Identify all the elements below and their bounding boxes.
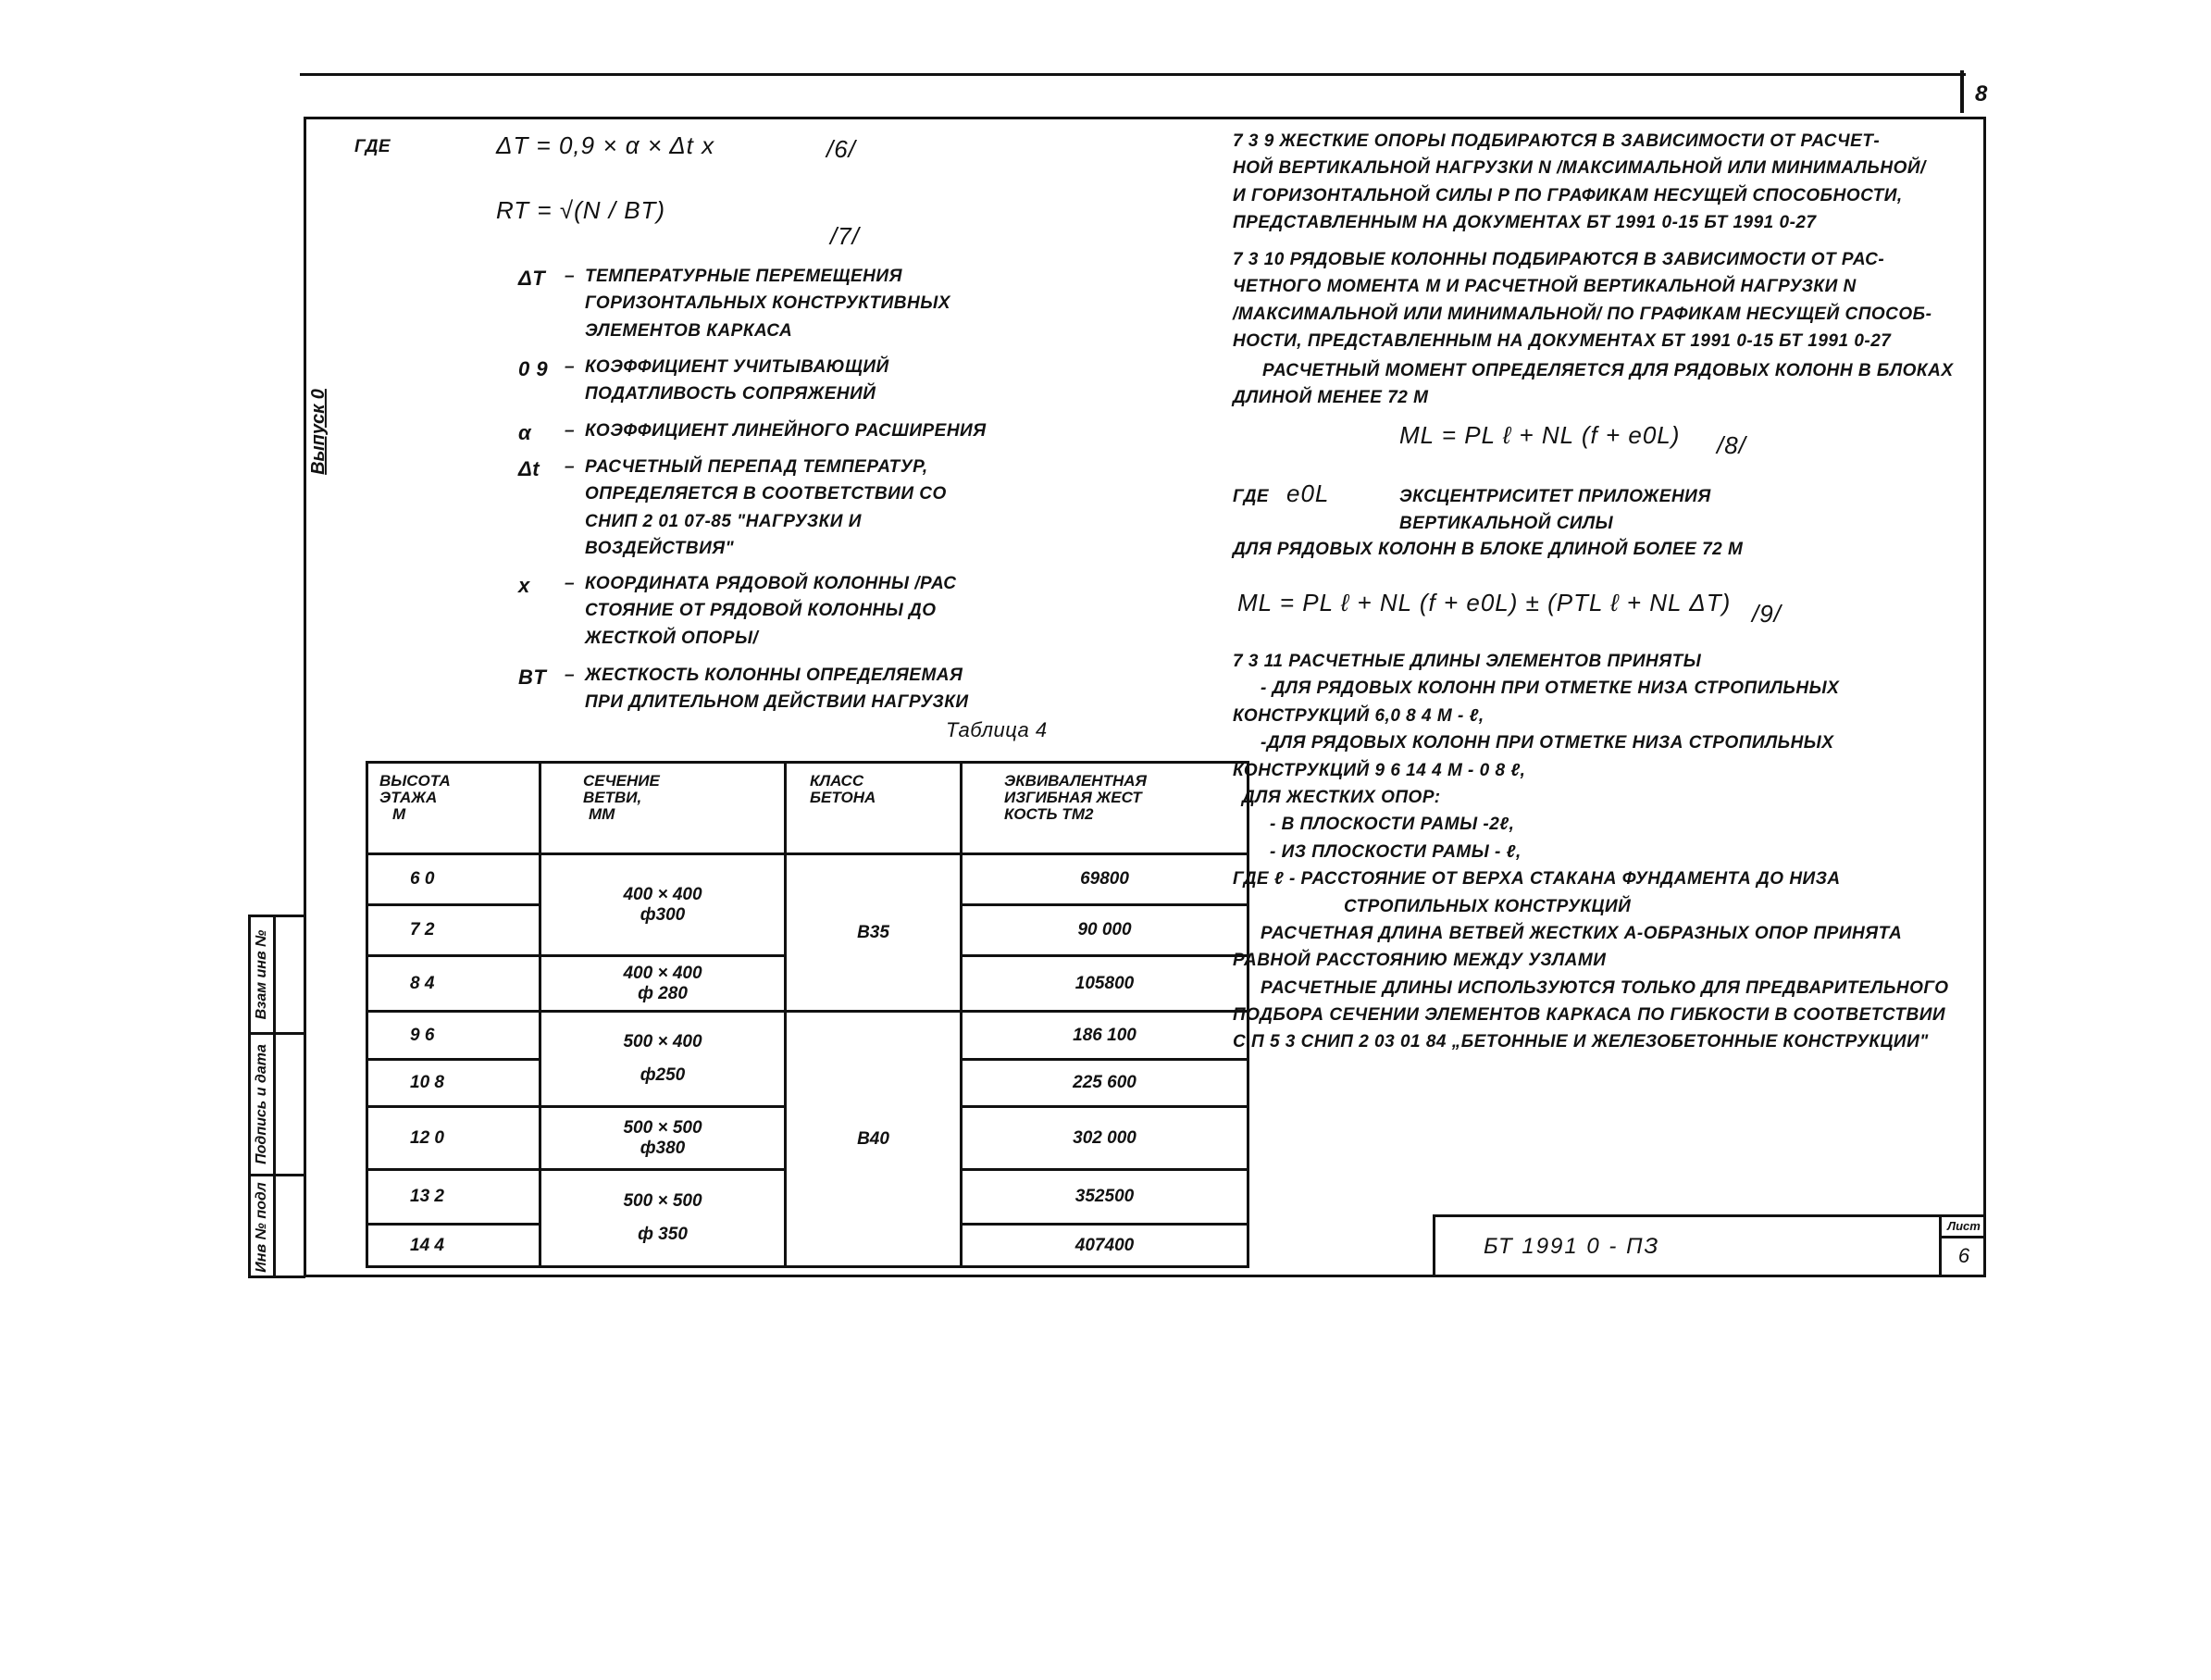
sheet-number: 6 (1957, 1244, 1970, 1267)
definition-symbol: x (518, 574, 530, 597)
formula-8-number: /8/ (1717, 431, 1746, 459)
class-cell: В40 (786, 1012, 962, 1267)
e0l-definition (1399, 483, 1711, 538)
text-line: ДЛИНОЙ МЕНЕЕ 72 М (1233, 388, 1429, 408)
text-line: ПОДАТЛИВОСТЬ СОПРЯЖЕНИЙ (585, 384, 876, 404)
stamp-label: Подпись и дата (254, 1044, 269, 1164)
text-line: ЭКСЦЕНТРИСИТЕТ ПРИЛОЖЕНИЯ (1399, 487, 1711, 506)
where-label: ГДЕ (1233, 487, 1270, 506)
stamp-label: Взам инв № (254, 929, 269, 1020)
section-cell: 500 × 500 ф 350 (540, 1170, 786, 1267)
document-code: БТ 1991 0 - ПЗ (1484, 1234, 1660, 1259)
text-line: ДЛЯ ЖЕСТКИХ ОПОР: (1242, 787, 1441, 807)
stiffness-cell: 186 100 (962, 1012, 1248, 1060)
table-row (367, 1012, 1248, 1060)
stiffness-cell: 225 600 (962, 1060, 1248, 1107)
side-stamp (248, 915, 305, 1278)
text-line: 7 3 11 РАСЧЕТНЫЕ ДЛИНЫ ЭЛЕМЕНТОВ ПРИНЯТЫ (1233, 652, 1702, 671)
text-line: И ГОРИЗОНТАЛЬНОЙ СИЛЫ P ПО ГРАФИКАМ НЕСУЩЕЙ СПОСОБНОСТИ, (1233, 185, 1903, 205)
paragraph-7-3-9 (1233, 128, 1926, 237)
text-line: ГДЕ ℓ - РАССТОЯНИЕ ОТ ВЕРХА СТАКАНА ФУНДАМЕНТА ДО НИЗА (1233, 869, 1841, 890)
text-line: РАСЧЕТНЫЙ МОМЕНТ ОПРЕДЕЛЯЕТСЯ ДЛЯ РЯДОВЫХ КОЛОНН В БЛОКАХ (1262, 361, 1954, 380)
text-line: НОСТИ, ПРЕДСТАВЛЕННЫМ НА ДОКУМЕНТАХ БТ 1991 0-15 БТ 1991 0-27 (1233, 331, 1892, 352)
definition-symbol: Δt (518, 457, 540, 480)
text-line: 7 3 9 ЖЕСТКИЕ ОПОРЫ ПОДБИРАЮТСЯ В ЗАВИСИМОСТИ ОТ РАСЧЕТ- (1233, 131, 1881, 151)
definition-dash: – (565, 421, 576, 441)
text-line: ЖЕСТКОСТЬ КОЛОННЫ ОПРЕДЕЛЯЕМАЯ (585, 666, 963, 685)
text-line: КОНСТРУКЦИЙ 6,0 8 4 М - ℓ, (1233, 705, 1484, 726)
formula-6-number: /6/ (826, 135, 856, 163)
definition-dash: – (565, 457, 576, 477)
text-line: СНИП 2 01 07-85 "НАГРУЗКИ И (585, 511, 862, 531)
header-class: КЛАСС БЕТОНА (786, 763, 962, 854)
height-cell: 13 2 (367, 1170, 540, 1225)
table-caption: Таблица 4 (946, 718, 1048, 741)
definition-dash: – (565, 357, 576, 377)
text-line: КООРДИНАТА РЯДОВОЙ КОЛОННЫ /РАС (585, 574, 957, 593)
text-line: -ДЛЯ РЯДОВЫХ КОЛОНН ПРИ ОТМЕТКЕ НИЗА СТРОПИЛЬНЫХ (1261, 733, 1834, 753)
text-line: РАСЧЕТНЫЕ ДЛИНЫ ИСПОЛЬЗУЮТСЯ ТОЛЬКО ДЛЯ ПРЕДВАРИТЕЛЬНОГО (1261, 977, 1949, 998)
formula-8: ML = PL ℓ + NL (f + e0L) (1399, 421, 1681, 449)
page-corner-number: 8 (1975, 81, 1988, 106)
text-line: НОЙ ВЕРТИКАЛЬНОЙ НАГРУЗКИ N /МАКСИМАЛЬНОЙ ИЛИ МИНИМАЛЬНОЙ/ (1233, 158, 1926, 179)
stiffness-cell: 69800 (962, 854, 1248, 905)
definition-symbol: BT (518, 666, 547, 689)
text-line: ВЕРТИКАЛЬНОЙ СИЛЫ (1399, 514, 1614, 534)
text-line: ВОЗДЕЙСТВИЯ" (585, 539, 735, 559)
definition-symbol: 0 9 (518, 357, 549, 380)
top-rule (300, 73, 1966, 76)
definition-dash: – (565, 666, 576, 685)
definition-text (585, 454, 947, 563)
height-cell: 8 4 (367, 956, 540, 1012)
definition-text (585, 417, 987, 444)
table-row (367, 854, 1248, 905)
stiffness-cell: 302 000 (962, 1107, 1248, 1170)
issue-label: Выпуск 0 (307, 389, 329, 475)
text-line: ПОДБОРА СЕЧЕНИИ ЭЛЕМЕНТОВ КАРКАСА ПО ГИБКОСТИ В СООТВЕТСТВИИ (1233, 1005, 1946, 1026)
header-stiffness: ЭКВИВАЛЕНТНАЯ ИЗГИБНАЯ ЖЕСТ КОСТЬ ТМ2 (962, 763, 1248, 854)
text-line: РАВНОЙ РАССТОЯНИЮ МЕЖДУ УЗЛАМИ (1233, 951, 1607, 971)
height-cell: 6 0 (367, 854, 540, 905)
text-line: ОПРЕДЕЛЯЕТСЯ В СООТВЕТСТВИИ СО (585, 484, 947, 504)
height-cell: 12 0 (367, 1107, 540, 1170)
header-height: ВЫСОТА ЭТАЖА М (367, 763, 540, 854)
definition-dash: – (565, 574, 576, 593)
text-line: ПРЕДСТАВЛЕННЫМ НА ДОКУМЕНТАХ БТ 1991 0-15 БТ 1991 0-27 (1233, 213, 1817, 233)
more-72m-line: ДЛЯ РЯДОВЫХ КОЛОНН В БЛОКЕ ДЛИНОЙ БОЛЕЕ 72 М (1233, 540, 1744, 559)
text-line: С П 5 3 СНИП 2 03 01 84 „БЕТОННЫЕ И ЖЕЛЕЗОБЕТОННЫЕ КОНСТРУКЦИИ" (1233, 1032, 1929, 1052)
formula-9-number: /9/ (1752, 600, 1782, 628)
section-cell: 400 × 400 ф300 (540, 854, 786, 956)
text-line: - ИЗ ПЛОСКОСТИ РАМЫ - ℓ, (1270, 841, 1522, 862)
e0l-symbol: e0L (1286, 479, 1330, 507)
stiffness-cell: 105800 (962, 956, 1248, 1012)
text-line: КОЭФФИЦИЕНТ УЧИТЫВАЮЩИЙ (585, 357, 889, 377)
definition-symbol: α (518, 421, 532, 444)
text-line: ЭЛЕМЕНТОВ КАРКАСА (585, 320, 793, 341)
stamp-cell-signature (251, 1035, 305, 1176)
definition-text (585, 354, 889, 408)
corner-tick (1960, 70, 1964, 113)
definition-text (585, 570, 957, 652)
formula-6: ΔT = 0,9 × α × Δt x (496, 131, 715, 159)
text-line: СТРОПИЛЬНЫХ КОНСТРУКЦИЙ (1344, 896, 1632, 916)
text-line: ЖЕСТКОЙ ОПОРЫ/ (585, 628, 759, 648)
text-line: КОЭФФИЦИЕНТ ЛИНЕЙНОГО РАСШИРЕНИЯ (585, 421, 987, 441)
header-section: СЕЧЕНИЕ ВЕТВИ, ММ (540, 763, 786, 854)
stiffness-cell: 352500 (962, 1170, 1248, 1225)
text-line: СТОЯНИЕ ОТ РЯДОВОЙ КОЛОННЫ ДО (585, 601, 937, 621)
section-cell: 500 × 400 ф250 (540, 1012, 786, 1107)
text-line: РАСЧЕТНАЯ ДЛИНА ВЕТВЕЙ ЖЕСТКИХ А-ОБРАЗНЫХ ОПОР ПРИНЯТА (1261, 923, 1903, 943)
definition-text (585, 263, 950, 344)
text-line: ЧЕТНОГО МОМЕНТА M И РАСЧЕТНОЙ ВЕРТИКАЛЬНОЙ НАГРУЗКИ N (1233, 277, 1857, 297)
height-cell: 7 2 (367, 905, 540, 956)
formula-9: ML = PL ℓ + NL (f + e0L) ± (PTL ℓ + NL ΔT) (1237, 589, 1732, 616)
class-cell: В35 (786, 854, 962, 1012)
stiffness-cell: 407400 (962, 1225, 1248, 1267)
paragraph-7-3-11 (1233, 648, 1949, 1056)
section-cell: 400 × 400 ф 280 (540, 956, 786, 1012)
table-header-row (367, 763, 1248, 854)
height-cell: 14 4 (367, 1225, 540, 1267)
text-line: ГОРИЗОНТАЛЬНЫХ КОНСТРУКТИВНЫХ (585, 293, 950, 314)
height-cell: 9 6 (367, 1012, 540, 1060)
definition-symbol: ΔT (518, 267, 546, 290)
sheet-box (1939, 1217, 1986, 1277)
formula-7: RT = √(N / BT) (496, 196, 666, 224)
text-line: РАСЧЕТНЫЙ ПЕРЕПАД ТЕМПЕРАТУР, (585, 457, 928, 477)
section-cell: 500 × 500 ф380 (540, 1107, 786, 1170)
stamp-cell-inventory (251, 1176, 305, 1278)
formula-7-number: /7/ (830, 222, 860, 250)
stamp-label: Инв № подл (254, 1182, 269, 1273)
text-line: КОНСТРУКЦИЙ 9 6 14 4 М - 0 8 ℓ, (1233, 760, 1526, 780)
text-line: - В ПЛОСКОСТИ РАМЫ -2ℓ, (1270, 815, 1515, 835)
text-line: ПРИ ДЛИТЕЛЬНОМ ДЕЙСТВИИ НАГРУЗКИ (585, 692, 969, 713)
text-line: - ДЛЯ РЯДОВЫХ КОЛОНН ПРИ ОТМЕТКЕ НИЗА СТРОПИЛЬНЫХ (1261, 678, 1840, 699)
definition-dash: – (565, 267, 576, 286)
table-4 (366, 761, 1249, 1268)
moment-paragraph (1233, 357, 1954, 412)
stiffness-cell: 90 000 (962, 905, 1248, 956)
sheet-label: Лист (1942, 1217, 1986, 1238)
text-line: ТЕМПЕРАТУРНЫЕ ПЕРЕМЕЩЕНИЯ (585, 267, 902, 286)
height-cell: 10 8 (367, 1060, 540, 1107)
paragraph-7-3-10 (1233, 246, 1932, 355)
where-label: ГДЕ (354, 137, 391, 156)
definition-text (585, 662, 969, 716)
text-line: /МАКСИМАЛЬНОЙ ИЛИ МИНИМАЛЬНОЙ/ ПО ГРАФИКАМ НЕСУЩЕЙ СПОСОБ- (1233, 304, 1932, 324)
text-line: 7 3 10 РЯДОВЫЕ КОЛОННЫ ПОДБИРАЮТСЯ В ЗАВИСИМОСТИ ОТ РАС- (1233, 250, 1885, 269)
title-block (1433, 1214, 1986, 1277)
stamp-cell-replacement (251, 917, 305, 1035)
